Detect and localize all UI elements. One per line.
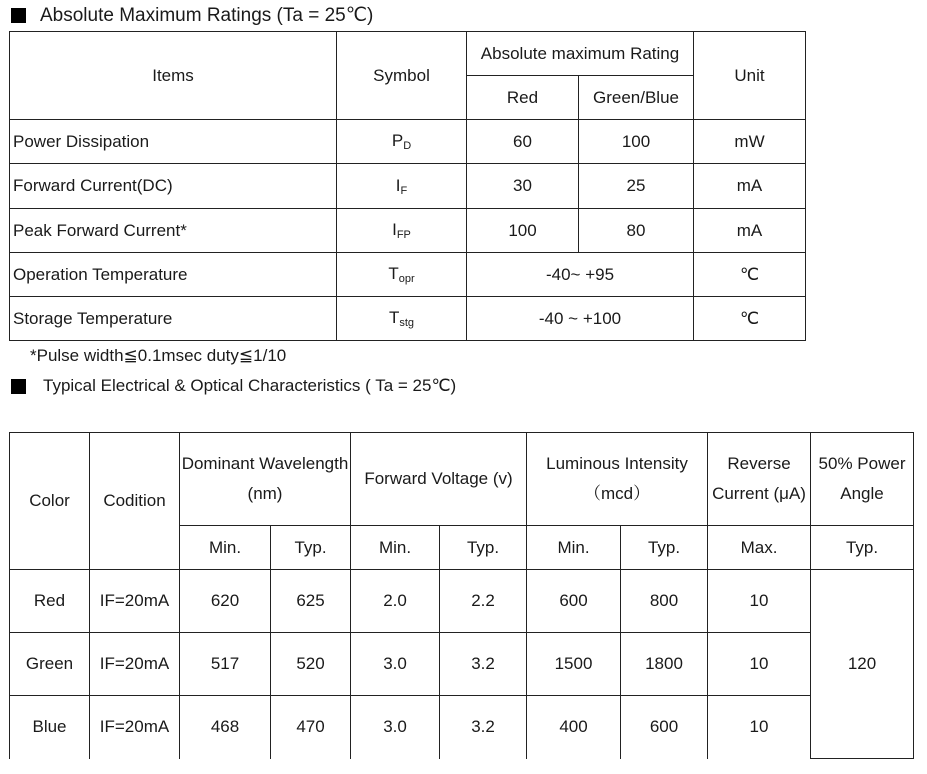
square-bullet-icon (11, 379, 26, 394)
range-value: -40~ +95 (467, 253, 694, 297)
item-label: Power Dissipation (10, 120, 337, 164)
color-cell: Green (10, 633, 90, 696)
symbol-cell: $P_D$ (337, 120, 467, 164)
rc-max-cell: 10 (708, 696, 811, 759)
header-forward-voltage: Forward Voltage (v) (351, 433, 527, 526)
dw-typ-cell: 520 (271, 633, 351, 696)
rc-max-cell: 10 (708, 633, 811, 696)
fv-min-cell: 3.0 (351, 696, 440, 759)
header-typ: Typ. (621, 526, 708, 570)
fv-min-cell: 3.0 (351, 633, 440, 696)
range-value: -40 ~ +100 (467, 297, 694, 341)
condition-cell: IF=20mA (90, 633, 180, 696)
unit-value: ℃ (694, 253, 806, 297)
li-min-cell: 400 (527, 696, 621, 759)
header-typ: Typ. (811, 526, 914, 570)
header-condition: Codition (90, 433, 180, 570)
header-power-angle: 50% Power Angle (811, 433, 914, 526)
red-value: 30 (467, 164, 579, 209)
fv-typ-cell: 2.2 (440, 570, 527, 633)
unit-value: mA (694, 164, 806, 209)
table-row (10, 297, 806, 341)
amr-heading-text: Absolute Maximum Ratings (Ta = 25℃) (40, 5, 374, 26)
li-typ-cell: 1800 (621, 633, 708, 696)
table-row (10, 209, 806, 253)
green-blue-value: 80 (579, 209, 694, 253)
dw-min-cell: 468 (180, 696, 271, 759)
header-min: Min. (180, 526, 271, 570)
header-typ: Typ. (440, 526, 527, 570)
header-luminous-intensity: Luminous Intensity （mcd） (527, 433, 708, 526)
unit-value: mW (694, 120, 806, 164)
header-symbol: Symbol (337, 32, 467, 120)
symbol-cell: $T_{stg}$ (337, 297, 467, 341)
table-row (10, 164, 806, 209)
rc-max-cell: 10 (708, 570, 811, 633)
green-blue-value: 100 (579, 120, 694, 164)
power-angle-cell: 120 (811, 570, 914, 759)
green-blue-value: 25 (579, 164, 694, 209)
pulse-footnote: *Pulse width≦0.1msec duty≦1/10 (30, 346, 287, 365)
fv-typ-cell: 3.2 (440, 696, 527, 759)
unit-value: mA (694, 209, 806, 253)
li-min-cell: 1500 (527, 633, 621, 696)
dw-typ-cell: 625 (271, 570, 351, 633)
color-cell: Red (10, 570, 90, 633)
header-color: Color (10, 433, 90, 570)
dw-min-cell: 620 (180, 570, 271, 633)
condition-cell: IF=20mA (90, 570, 180, 633)
header-green-blue: Green/Blue (579, 76, 694, 120)
red-value: 100 (467, 209, 579, 253)
header-reverse-current: Reverse Current (μA) (708, 433, 811, 526)
table-row (10, 633, 914, 696)
red-value: 60 (467, 120, 579, 164)
symbol-cell: $I_{FP}$ (337, 209, 467, 253)
li-typ-cell: 600 (621, 696, 708, 759)
symbol-cell: $I_F$ (337, 164, 467, 209)
table-row (10, 696, 914, 759)
table-row (10, 120, 806, 164)
header-max: Max. (708, 526, 811, 570)
square-bullet-icon (11, 8, 26, 23)
header-rating: Absolute maximum Rating (467, 32, 694, 76)
unit-value: ℃ (694, 297, 806, 341)
dw-min-cell: 517 (180, 633, 271, 696)
fv-typ-cell: 3.2 (440, 633, 527, 696)
header-dominant-wavelength: Dominant Wavelength (nm) (180, 433, 351, 526)
condition-cell: IF=20mA (90, 696, 180, 759)
color-cell: Blue (10, 696, 90, 759)
header-typ: Typ. (271, 526, 351, 570)
li-typ-cell: 800 (621, 570, 708, 633)
fv-min-cell: 2.0 (351, 570, 440, 633)
table-row (10, 570, 914, 633)
header-min: Min. (527, 526, 621, 570)
absolute-maximum-ratings-table (9, 31, 806, 341)
item-label: Storage Temperature (10, 297, 337, 341)
item-label: Operation Temperature (10, 253, 337, 297)
item-label: Peak Forward Current* (10, 209, 337, 253)
electrical-optical-table (9, 432, 914, 759)
eoc-heading-text: Typical Electrical & Optical Characteristics ( Ta = 25℃) (43, 376, 457, 395)
li-min-cell: 600 (527, 570, 621, 633)
item-label: Forward Current(DC) (10, 164, 337, 209)
amr-heading (11, 4, 373, 27)
header-min: Min. (351, 526, 440, 570)
dw-typ-cell: 470 (271, 696, 351, 759)
header-unit: Unit (694, 32, 806, 120)
symbol-cell: $T_{opr}$ (337, 253, 467, 297)
table-row (10, 253, 806, 297)
eoc-heading (11, 376, 456, 396)
header-items: Items (10, 32, 337, 120)
header-red: Red (467, 76, 579, 120)
